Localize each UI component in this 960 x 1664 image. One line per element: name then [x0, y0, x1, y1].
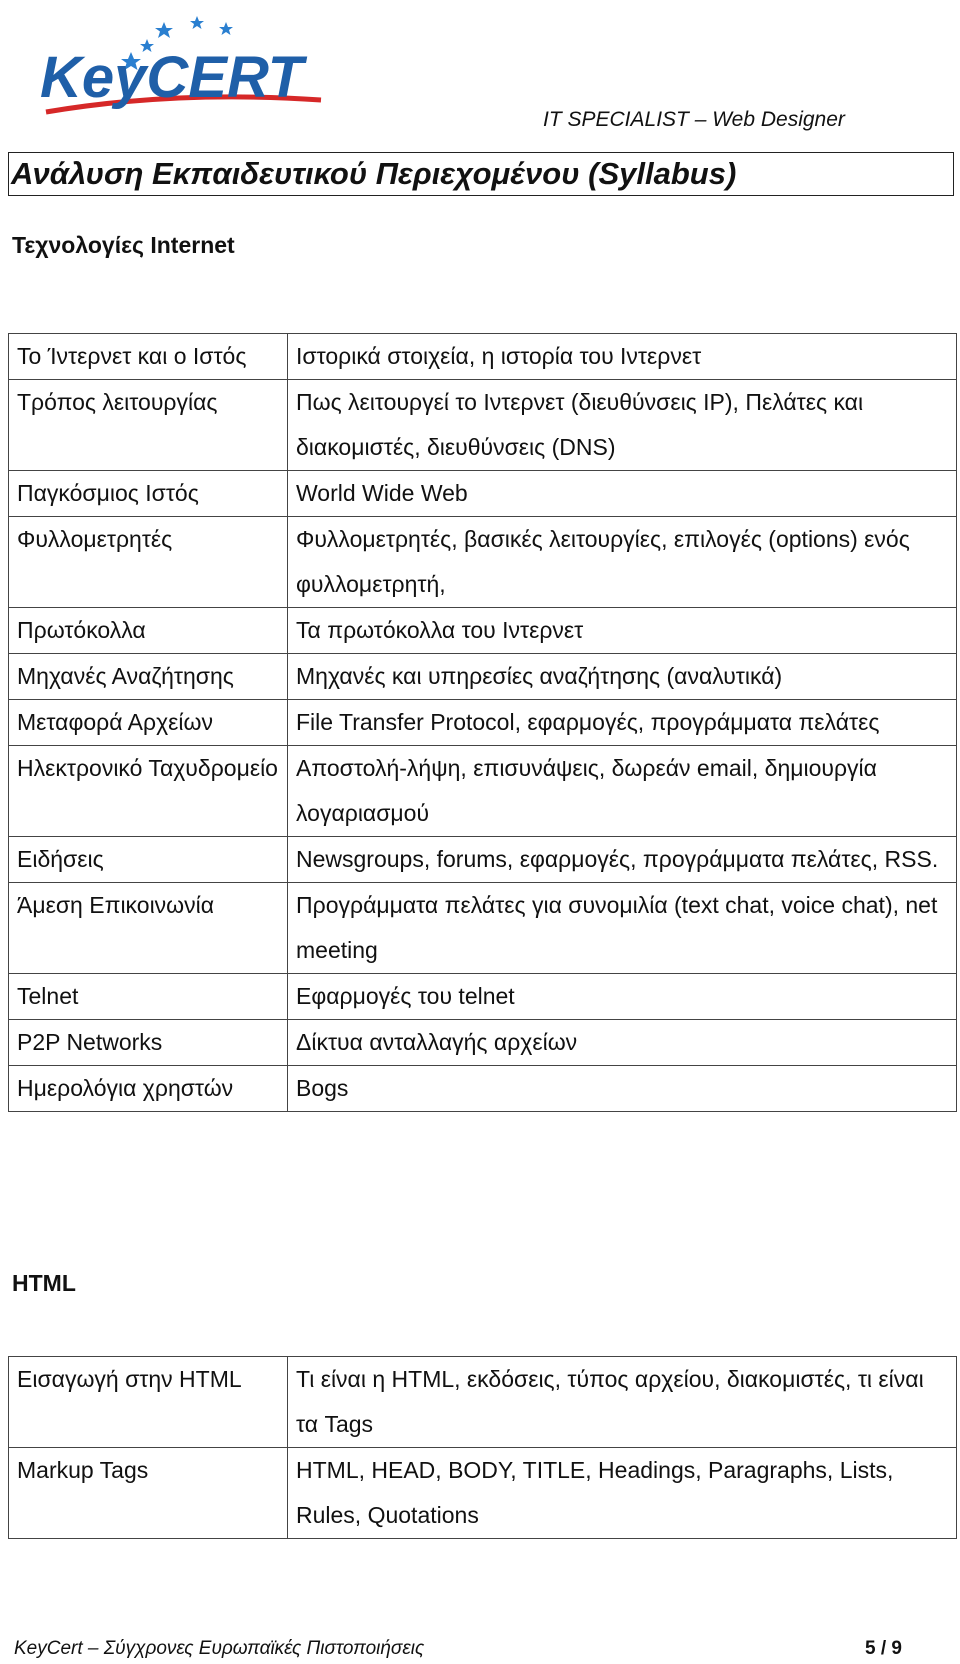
table-row [9, 700, 957, 746]
topic-cell: Markup Tags [9, 1448, 288, 1539]
header-subtitle: IT SPECIALIST – Web Designer [543, 108, 845, 131]
topic-cell: Ημερολόγια χρηστών [9, 1066, 288, 1112]
description-cell: Μηχανές και υπηρεσίες αναζήτησης (αναλυτικά) [288, 654, 957, 700]
section-heading-internet: Τεχνολογίες Internet [12, 232, 235, 258]
keycert-logo [36, 12, 326, 120]
logo-graphic [36, 12, 326, 120]
description-cell: Φυλλομετρητές, βασικές λειτουργίες, επιλογές (options) ενός φυλλομετρητή, [288, 517, 957, 608]
description-cell: Τα πρωτόκολλα του Ιντερνετ [288, 608, 957, 654]
topic-cell: Τρόπος λειτουργίας [9, 380, 288, 471]
topic-cell: Άμεση Επικοινωνία [9, 883, 288, 974]
topic-cell: Μηχανές Αναζήτησης [9, 654, 288, 700]
logo-text: KeyCERT [40, 45, 304, 110]
page-number: 5 / 9 [865, 1638, 902, 1659]
table-row [9, 1357, 957, 1448]
table-row [9, 608, 957, 654]
description-cell: Δίκτυα ανταλλαγής αρχείων [288, 1020, 957, 1066]
description-cell: Αποστολή-λήψη, επισυνάψεις, δωρεάν email, δημιουργία λογαριασμού [288, 746, 957, 837]
description-cell: Εφαρμογές του telnet [288, 974, 957, 1020]
topic-cell: Telnet [9, 974, 288, 1020]
syllabus-table-html [8, 1356, 957, 1539]
topic-cell: Πρωτόκολλα [9, 608, 288, 654]
topic-cell: Παγκόσμιος Ιστός [9, 471, 288, 517]
table-row [9, 1448, 957, 1539]
table-row [9, 746, 957, 837]
table-row [9, 654, 957, 700]
table-row [9, 380, 957, 471]
description-cell: Ιστορικά στοιχεία, η ιστορία του Ιντερνετ [288, 334, 957, 380]
topic-cell: Ηλεκτρονικό Ταχυδρομείο [9, 746, 288, 837]
table-row [9, 1020, 957, 1066]
topic-cell: Μεταφορά Αρχείων [9, 700, 288, 746]
description-cell: Newsgroups, forums, εφαρμογές, προγράμματα πελάτες, RSS. [288, 837, 957, 883]
description-cell: File Transfer Protocol, εφαρμογές, προγράμματα πελάτες [288, 700, 957, 746]
topic-cell: Το Ίντερνετ και ο Ιστός [9, 334, 288, 380]
section-heading-html: HTML [12, 1270, 76, 1296]
footer-text: KeyCert – Σύγχρονες Ευρωπαϊκές Πιστοποιήσεις [14, 1638, 425, 1659]
description-cell: HTML, HEAD, BODY, TITLE, Headings, Paragraphs, Lists, Rules, Quotations [288, 1448, 957, 1539]
table-row [9, 517, 957, 608]
description-cell: Bogs [288, 1066, 957, 1112]
topic-cell: Ειδήσεις [9, 837, 288, 883]
table-row [9, 837, 957, 883]
topic-cell: Φυλλομετρητές [9, 517, 288, 608]
description-cell: Προγράμματα πελάτες για συνομιλία (text chat, voice chat), net meeting [288, 883, 957, 974]
page-title: Ανάλυση Εκπαιδευτικού Περιεχομένου (Syllabus) [8, 152, 954, 196]
table-row [9, 974, 957, 1020]
syllabus-table-internet [8, 333, 957, 1112]
table-row [9, 1066, 957, 1112]
description-cell: World Wide Web [288, 471, 957, 517]
table-row [9, 334, 957, 380]
topic-cell: P2P Networks [9, 1020, 288, 1066]
description-cell: Τι είναι η HTML, εκδόσεις, τύπος αρχείου, διακομιστές, τι είναι τα Tags [288, 1357, 957, 1448]
table-row [9, 883, 957, 974]
table-row [9, 471, 957, 517]
description-cell: Πως λειτουργεί το Ιντερνετ (διευθύνσεις IP), Πελάτες και διακομιστές, διευθύνσεις (DNS) [288, 380, 957, 471]
topic-cell: Εισαγωγή στην HTML [9, 1357, 288, 1448]
